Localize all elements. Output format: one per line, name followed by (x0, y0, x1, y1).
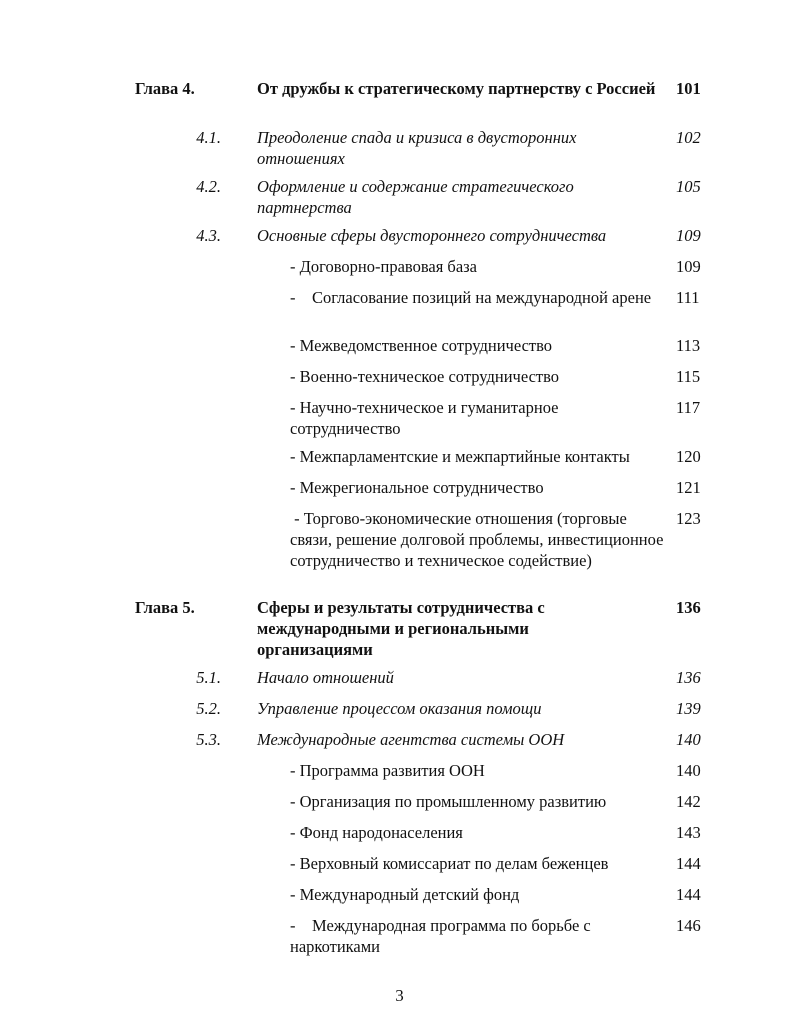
chapter-5-title: Сферы и результаты сотрудничества с международными и региональными организациями (257, 598, 545, 659)
section-5-3-page: 140 (676, 730, 701, 749)
section-5-2-title: Управление процессом оказания помощи (257, 699, 542, 718)
section-5-3-title: Международные агентства системы ООН (257, 730, 565, 749)
toc-subitem: - Торгово-экономические отношения (торговые связи, решение долговой проблемы, инвестиционное сотрудничество и техническое содействие) (290, 509, 668, 570)
toc-subitem: - Международный детский фонд (290, 885, 520, 904)
toc-subitem: - Верховный комиссариат по делам беженцев (290, 854, 609, 873)
page-number: 3 (395, 986, 404, 1005)
toc-subitem: - Научно-техническое и гуманитарное сотрудничество (290, 398, 559, 438)
chapter-4-title: От дружбы к стратегическому партнерству с Россией (257, 79, 656, 98)
toc-subitem: - Военно-техническое сотрудничество (290, 367, 560, 386)
toc-subitem-page: 120 (676, 447, 701, 466)
toc-subitem: - Согласование позиций на международной арене (290, 288, 652, 307)
section-4-1-title: Преодоление спада и кризиса в двусторонних отношениях (257, 128, 577, 168)
section-4-1-number: 4.1. (196, 128, 221, 147)
section-4-2-title: Оформление и содержание стратегического партнерства (257, 177, 574, 217)
chapter-5-page: 136 (676, 598, 701, 617)
chapter-5-label: Глава 5. (135, 598, 195, 617)
toc-subitem: - Программа развития ООН (290, 761, 485, 780)
toc-subitem: - Договорно-правовая база (290, 257, 477, 276)
toc-subitem-page: 117 (676, 398, 701, 417)
toc-subitem-page: 115 (676, 367, 701, 386)
toc-subitem-page: 144 (676, 854, 701, 873)
section-5-3-number: 5.3. (196, 730, 221, 749)
toc-subitem-page: 142 (676, 792, 701, 811)
toc-subitem-page: 140 (676, 761, 701, 780)
toc-subitem-page: 109 (676, 257, 701, 276)
section-4-2-number: 4.2. (196, 177, 221, 196)
toc-subitem-page: 111 (676, 288, 700, 307)
toc-subitem: - Межпарламентские и межпартийные контакты (290, 447, 630, 466)
section-4-3-page: 109 (676, 226, 701, 245)
toc-subitem-page: 143 (676, 823, 701, 842)
section-4-3-number: 4.3. (196, 226, 221, 245)
section-5-1-number: 5.1. (196, 668, 221, 687)
toc-subitem-page: 144 (676, 885, 701, 904)
toc-subitem-page: 113 (676, 336, 701, 355)
section-5-1-title: Начало отношений (257, 668, 394, 687)
toc-subitem: - Межведомственное сотрудничество (290, 336, 553, 355)
section-5-2-page: 139 (676, 699, 701, 718)
toc-subitem: - Фонд народонаселения (290, 823, 463, 842)
toc-subitem-page: 123 (676, 509, 701, 528)
section-5-1-page: 136 (676, 668, 701, 687)
chapter-4-label: Глава 4. (135, 79, 195, 98)
toc-subitem: - Межрегиональное сотрудничество (290, 478, 544, 497)
section-4-1-page: 102 (676, 128, 701, 147)
section-4-2-page: 105 (676, 177, 701, 196)
toc-subitem: - Организация по промышленному развитию (290, 792, 607, 811)
toc-subitem: - Международная программа по борьбе с наркотиками (290, 916, 595, 956)
section-5-2-number: 5.2. (196, 699, 221, 718)
chapter-4-page: 101 (676, 79, 701, 98)
toc-subitem-page: 146 (676, 916, 701, 935)
section-4-3-title: Основные сферы двустороннего сотрудничества (257, 226, 607, 245)
toc-subitem-page: 121 (676, 478, 701, 497)
